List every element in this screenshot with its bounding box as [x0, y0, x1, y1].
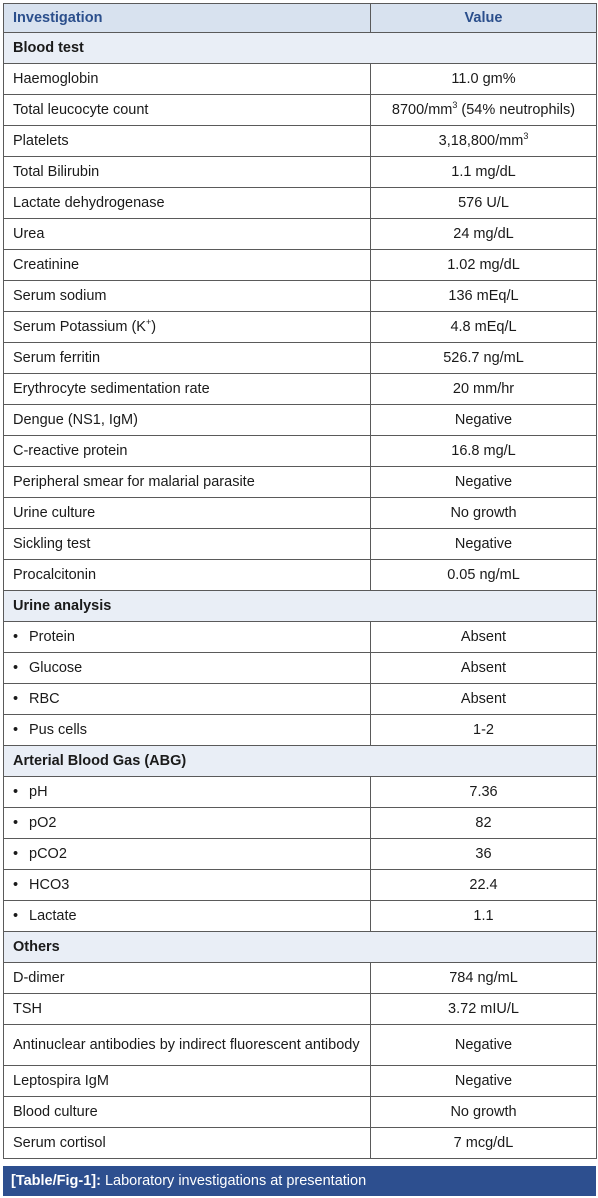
table-row	[4, 405, 597, 436]
investigation-name: Erythrocyte sedimentation rate	[4, 374, 371, 405]
investigation-value: 0.05 ng/mL	[371, 560, 597, 591]
table-row	[4, 715, 597, 746]
table-row	[4, 870, 597, 901]
table-caption	[3, 1166, 596, 1196]
table-row	[4, 839, 597, 870]
investigation-value: Negative	[371, 467, 597, 498]
investigation-value: Absent	[371, 653, 597, 684]
investigation-value: 22.4	[371, 870, 597, 901]
investigation-value: 1.1	[371, 901, 597, 932]
investigation-name: Urine culture	[4, 498, 371, 529]
investigation-name: • RBC	[4, 684, 371, 715]
investigation-name: Dengue (NS1, IgM)	[4, 405, 371, 436]
section-title: Blood test	[4, 33, 597, 64]
table-row	[4, 157, 597, 188]
investigation-value: 1.1 mg/dL	[371, 157, 597, 188]
investigation-name: Serum ferritin	[4, 343, 371, 374]
investigation-name: Leptospira IgM	[4, 1066, 371, 1097]
header-investigation: Investigation	[4, 4, 371, 33]
section-title: Arterial Blood Gas (ABG)	[4, 746, 597, 777]
investigation-name: Total leucocyte count	[4, 95, 371, 126]
header-value: Value	[371, 4, 597, 33]
investigation-name: Urea	[4, 219, 371, 250]
section-row-abg	[4, 746, 597, 777]
caption-text: Laboratory investigations at presentation	[100, 1173, 367, 1189]
investigation-name: C-reactive protein	[4, 436, 371, 467]
section-title: Urine analysis	[4, 591, 597, 622]
table-row	[4, 312, 597, 343]
table-row	[4, 777, 597, 808]
investigation-name: Serum sodium	[4, 281, 371, 312]
investigation-name: Serum cortisol	[4, 1128, 371, 1159]
investigation-name: D-dimer	[4, 963, 371, 994]
table-row	[4, 808, 597, 839]
table-row	[4, 250, 597, 281]
investigation-value: 11.0 gm%	[371, 64, 597, 95]
investigation-name: Antinuclear antibodies by indirect fluorescent antibody	[4, 1025, 371, 1066]
bullet-icon: •	[13, 877, 19, 893]
investigation-name: Sickling test	[4, 529, 371, 560]
table-row	[4, 219, 597, 250]
bullet-icon: •	[13, 815, 19, 831]
investigation-value: Negative	[371, 405, 597, 436]
bullet-icon: •	[13, 722, 19, 738]
table-row	[4, 622, 597, 653]
table-row	[4, 1097, 597, 1128]
investigation-value: Absent	[371, 684, 597, 715]
investigation-name: • Pus cells	[4, 715, 371, 746]
investigation-name: Total Bilirubin	[4, 157, 371, 188]
bullet-icon: •	[13, 846, 19, 862]
table-header-row	[4, 4, 597, 33]
investigation-name: • Lactate	[4, 901, 371, 932]
investigation-value: Negative	[371, 1066, 597, 1097]
bullet-icon: •	[13, 660, 19, 676]
section-row-urine	[4, 591, 597, 622]
investigation-name: • Protein	[4, 622, 371, 653]
investigation-value: Negative	[371, 529, 597, 560]
investigation-value: Absent	[371, 622, 597, 653]
table-row	[4, 994, 597, 1025]
investigation-value: 82	[371, 808, 597, 839]
investigation-name: TSH	[4, 994, 371, 1025]
investigation-value: 136 mEq/L	[371, 281, 597, 312]
investigation-value: 1-2	[371, 715, 597, 746]
investigation-value: 1.02 mg/dL	[371, 250, 597, 281]
investigation-name: Haemoglobin	[4, 64, 371, 95]
investigation-value: 4.8 mEq/L	[371, 312, 597, 343]
investigation-name: Platelets	[4, 126, 371, 157]
bullet-icon: •	[13, 691, 19, 707]
investigation-name: • HCO3	[4, 870, 371, 901]
investigation-name: • Glucose	[4, 653, 371, 684]
investigation-value: 7 mcg/dL	[371, 1128, 597, 1159]
table-row	[4, 529, 597, 560]
bullet-icon: •	[13, 629, 19, 645]
investigation-value: 784 ng/mL	[371, 963, 597, 994]
investigation-value: $8700/mm^3$ (54% neutrophils)	[371, 95, 597, 126]
table-row	[4, 64, 597, 95]
investigation-value: Negative	[371, 1025, 597, 1066]
investigation-name: Peripheral smear for malarial parasite	[4, 467, 371, 498]
bullet-icon: •	[13, 784, 19, 800]
investigation-name: • pO2	[4, 808, 371, 839]
table-row	[4, 467, 597, 498]
investigation-value: 20 mm/hr	[371, 374, 597, 405]
investigation-name: Creatinine	[4, 250, 371, 281]
table-row	[4, 560, 597, 591]
investigation-name: • pCO2	[4, 839, 371, 870]
section-row-blood	[4, 33, 597, 64]
lab-investigations-table	[3, 3, 597, 1159]
table-row	[4, 374, 597, 405]
investigation-value: 36	[371, 839, 597, 870]
investigation-name: • pH	[4, 777, 371, 808]
investigation-name: Lactate dehydrogenase	[4, 188, 371, 219]
investigation-value: 24 mg/dL	[371, 219, 597, 250]
caption-label: [Table/Fig-1]:	[11, 1173, 101, 1189]
investigation-value: 3.72 mIU/L	[371, 994, 597, 1025]
table-row	[4, 653, 597, 684]
table-row	[4, 963, 597, 994]
table-row	[4, 498, 597, 529]
bullet-icon: •	[13, 908, 19, 924]
investigation-value: 576 U/L	[371, 188, 597, 219]
investigation-value: No growth	[371, 498, 597, 529]
table-row	[4, 281, 597, 312]
investigation-value: 526.7 ng/mL	[371, 343, 597, 374]
section-title: Others	[4, 932, 597, 963]
table-row	[4, 436, 597, 467]
table-row	[4, 1066, 597, 1097]
investigation-value: $3,18,800/mm^3$	[371, 126, 597, 157]
investigation-value: No growth	[371, 1097, 597, 1128]
table-row	[4, 95, 597, 126]
investigation-value: 16.8 mg/L	[371, 436, 597, 467]
lab-table-container	[3, 3, 596, 1159]
table-row	[4, 1128, 597, 1159]
investigation-name: Procalcitonin	[4, 560, 371, 591]
investigation-name: Serum Potassium (K+)	[4, 312, 371, 343]
table-row	[4, 684, 597, 715]
table-row	[4, 126, 597, 157]
table-row	[4, 1025, 597, 1066]
table-row	[4, 343, 597, 374]
table-row	[4, 188, 597, 219]
investigation-name: Blood culture	[4, 1097, 371, 1128]
investigation-value: 7.36	[371, 777, 597, 808]
table-row	[4, 901, 597, 932]
section-row-others	[4, 932, 597, 963]
